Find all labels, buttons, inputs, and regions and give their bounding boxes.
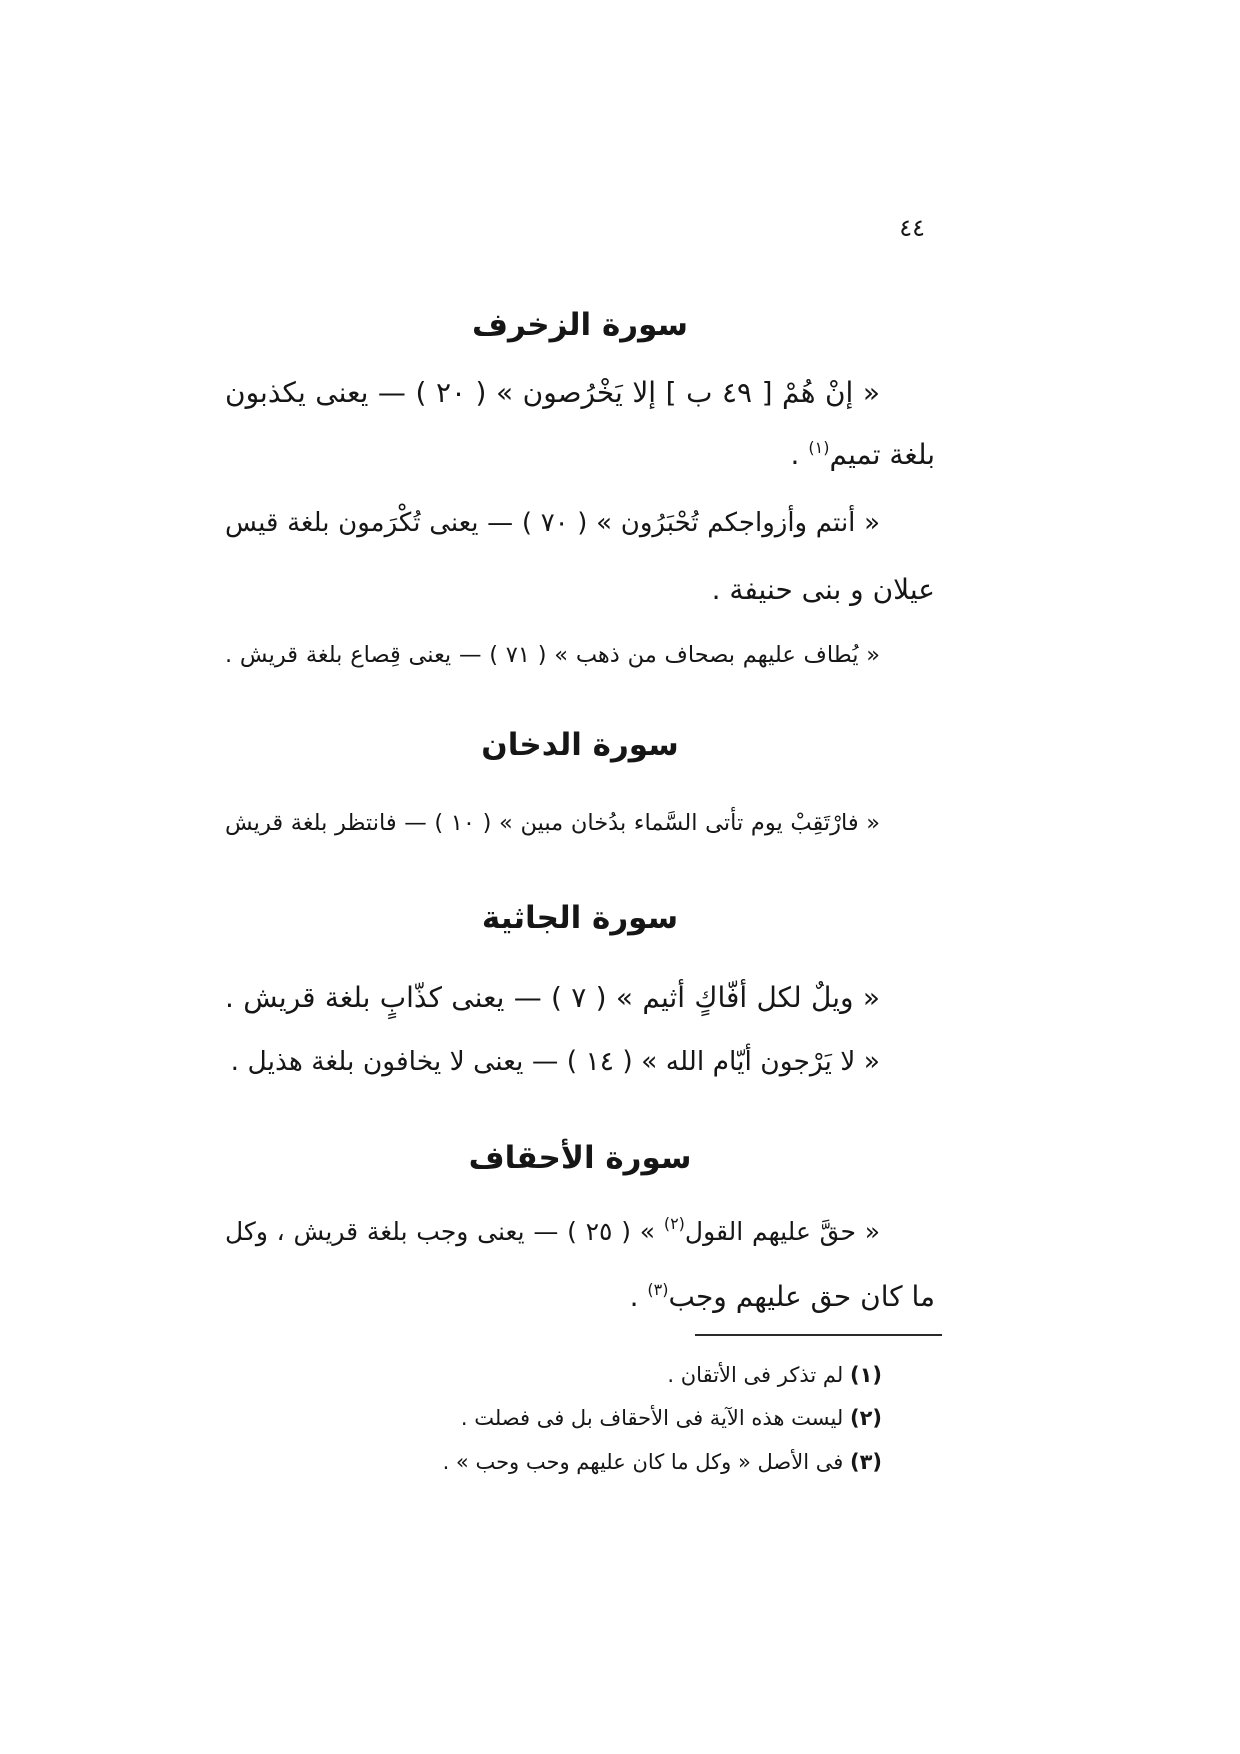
text-line	[225, 1037, 935, 1087]
line-text-tail: » ( ٢٥ ) — يعنى وجب بلغة قريش ، وكل	[225, 1217, 664, 1246]
footnote-text: لم تذكر فى الأتقان .	[667, 1363, 844, 1387]
footnote-number: (٣)	[849, 1450, 882, 1474]
line-text-tail: .	[629, 1280, 648, 1313]
line-text: « يُطاف عليهم بصحاف من ذهب » ( ٧١ ) — يعنى قِصاع بلغة قريش .	[225, 642, 880, 668]
text-line	[225, 498, 935, 548]
line-text-tail: .	[790, 438, 809, 471]
footnote-number: (١)	[849, 1363, 882, 1387]
footnote-divider	[695, 1334, 942, 1336]
text-line	[225, 565, 935, 615]
text-line	[225, 1207, 935, 1257]
footnote-ref: (٢)	[663, 1214, 685, 1233]
surah-heading: سورة الدخان	[481, 727, 679, 763]
text-line	[225, 368, 935, 418]
line-text: « ويلٌ لكل أفّاكٍ أثيم » ( ٧ ) — يعنى كذّابٍ بلغة قريش .	[225, 981, 880, 1014]
line-text: عيلان و بنى حنيفة .	[711, 573, 935, 606]
footnote-ref: (٣)	[647, 1280, 669, 1299]
surah-heading: سورة الجاثية	[481, 900, 679, 936]
footnote-text: ليست هذه الآية فى الأحقاف بل فى فصلت .	[460, 1406, 844, 1430]
text-line	[225, 430, 935, 480]
footnote-ref: (١)	[808, 438, 830, 457]
page-number: ٤٤	[899, 214, 925, 242]
line-text-main: ما كان حق عليهم وجب	[668, 1280, 935, 1313]
text-line	[225, 630, 935, 680]
line-text-main: بلغة تميم	[829, 438, 935, 471]
footnote-text: فى الأصل « وكل ما كان عليهم وحب وحب » .	[442, 1450, 844, 1474]
text-line	[225, 1272, 935, 1322]
line-text: « إنْ هُمْ [ ٤٩ ب ] إلا يَخْرُصون » ( ٢٠ ) — يعنى يكذبون	[225, 376, 881, 409]
line-text	[225, 1214, 880, 1246]
surah-heading: سورة الأحقاف	[468, 1140, 692, 1176]
text-line	[225, 973, 935, 1023]
text-line	[225, 798, 935, 848]
footnote-number: (٢)	[849, 1406, 882, 1430]
footnote	[300, 1446, 882, 1478]
line-text	[791, 438, 935, 471]
footnote	[300, 1402, 882, 1434]
surah-heading: سورة الزخرف	[471, 307, 689, 343]
line-text: « لا يَرْجون أيّام الله » ( ١٤ ) — يعنى لا يخافون بلغة هذيل .	[230, 1046, 880, 1077]
footnote	[300, 1359, 882, 1391]
line-text: « فارْتَقِبْ يوم تأتى السَّماء بدُخان مبين » ( ١٠ ) — فانتظر بلغة قريش	[225, 810, 880, 836]
line-text	[630, 1280, 935, 1313]
line-text: « أنتم وأزواجكم تُحْبَرُون » ( ٧٠ ) — يعنى تُكْرَمون بلغة قيس	[225, 508, 880, 538]
line-text-main: « حقَّ عليهم القول	[684, 1217, 880, 1246]
